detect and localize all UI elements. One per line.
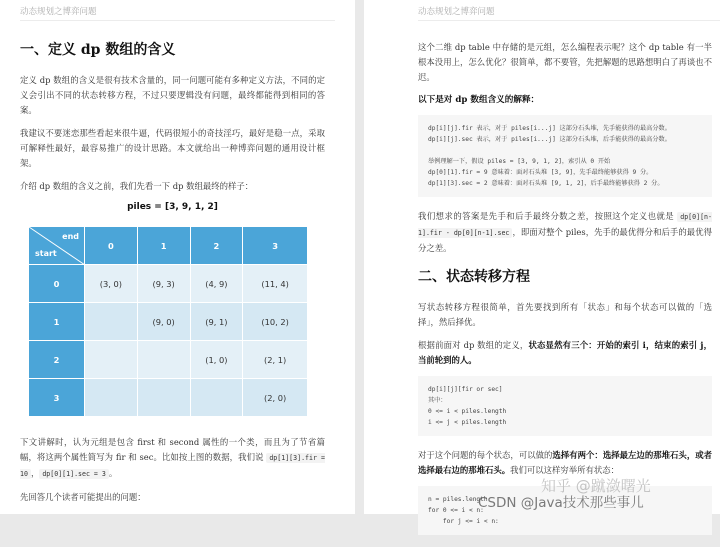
table-cell <box>85 379 138 417</box>
row-header: 1 <box>29 303 85 341</box>
row-header: 2 <box>29 341 85 379</box>
zhihu-watermark: 知乎 @蹴潋曙光 <box>541 477 651 495</box>
csdn-watermark: CSDN @Java技术那些事儿 <box>478 495 644 511</box>
col-header: 3 <box>243 227 308 265</box>
table-cell: (2, 0) <box>243 379 308 417</box>
paragraph-answer <box>418 209 712 256</box>
table-row <box>29 265 308 303</box>
table-cell: (4, 9) <box>190 265 243 303</box>
table-row <box>29 303 308 341</box>
paragraph: 先回答几个读者可能提出的问题： <box>20 492 146 502</box>
table-cell <box>85 341 138 379</box>
corner-start-label: start <box>35 249 57 258</box>
paragraph: 写状态转移方程很简单，首先要找到所有「状态」和每个状态可以做的「选择」，然后择优。 <box>418 302 712 327</box>
text-run: 我们可以这样穷举所有状态： <box>510 465 619 475</box>
text-run: 根据前面对 dp 数组的定义， <box>418 340 529 350</box>
bold-run: 选择有两个：选择最左边的那堆石头，或者选择最右边的那堆石头。 <box>418 450 713 475</box>
table-cell <box>190 379 243 417</box>
col-header: 0 <box>85 227 138 265</box>
left-page <box>0 0 355 514</box>
text-run: ，即面对整个 piles，先手的最优得分和后手的最优得分之差。 <box>418 227 712 253</box>
code-block-dp-meaning: dp[i][j].fir 表示，对于 piles[i...j] 这部分石头堆，先手能获得的最高分数。 dp[i][j].sec 表示，对于 piles[i...j] 这部分石头堆，后手能获得的最高分数。 举例理解一下，假设 piles = [3, 9, 1, 2]，索引从 0 开始 dp[0][1].fir = 9 意味着：面对石头堆 [3, 9]，先手最终能够获得 9 分。 dp[1][3].sec = 2 意味着：面对石头堆 [9, 1, 2]，后手最终能够获得 2 分。 <box>418 115 712 197</box>
text-run: 下文讲解时，认为元组是包含 first 和 second 属性的一个类，而且为了节省篇幅，将这两个属性简写为 fir 和 sec。比如按上图的数据，我们说 <box>20 437 325 462</box>
table-cell: (10, 2) <box>243 303 308 341</box>
header-rule <box>20 20 335 21</box>
text-run: 。 <box>108 468 118 478</box>
table-corner-cell <box>29 227 85 265</box>
running-head: 动态规划之博弈问题 <box>20 7 97 17</box>
dp-table <box>28 226 308 417</box>
dp-explanation-title: 以下是对 dp 数组含义的解释： <box>418 95 540 105</box>
right-page <box>364 0 720 525</box>
paragraph: 介绍 dp 数组的含义之前，我们先看一下 dp 数组最终的样子： <box>20 181 254 191</box>
table-row <box>29 379 308 417</box>
col-header: 1 <box>137 227 190 265</box>
row-header: 3 <box>29 379 85 417</box>
code-block-states: dp[i][j][fir or sec] 其中： 0 <= i < piles.length i <= j < piles.length <box>418 376 712 436</box>
col-header: 2 <box>190 227 243 265</box>
row-header: 0 <box>29 265 85 303</box>
table-cell <box>137 341 190 379</box>
right-content <box>418 40 712 547</box>
left-content <box>20 36 325 513</box>
paragraph-states <box>418 338 712 368</box>
table-cell: (9, 0) <box>137 303 190 341</box>
table-row <box>29 341 308 379</box>
section-heading-state-transition: 二、状态转移方程 <box>418 269 530 285</box>
table-cell <box>137 379 190 417</box>
code-block-enumerate: n = piles.length for 0 <= i < n: for j <= i < n: <box>418 486 712 535</box>
text-run: 对于这个问题的每个状态，可以做的 <box>418 450 553 460</box>
table-cell: (9, 3) <box>137 265 190 303</box>
paragraph: 定义 dp 数组的含义是很有技术含量的，同一问题可能有多种定义方法，不同的定义会引出不同的状态转移方程，不过只要逻辑没有问题，最终都能得到相同的答案。 <box>20 75 325 115</box>
table-cell: (11, 4) <box>243 265 308 303</box>
paragraph-choices <box>418 448 712 478</box>
table-cell: (3, 0) <box>85 265 138 303</box>
inline-code: dp[1][3].fir = 10 <box>20 454 325 478</box>
paragraph-tuple-notation <box>20 435 325 482</box>
table-cell <box>85 303 138 341</box>
piles-formula: piles = [3, 9, 1, 2] <box>127 202 218 212</box>
running-head: 动态规划之博弈问题 <box>418 7 495 17</box>
paragraph: 这个二维 dp table 中存储的是元组，怎么编程表示呢？这个 dp table 有一半根本没用上，怎么优化？很简单，都不要管，先把解题的思路想明白了再谈也不迟。 <box>418 42 712 82</box>
section-heading-dp-definition: 一、定义 dp 数组的含义 <box>20 42 176 58</box>
paragraph: 我建议不要迷恋那些看起来很牛逼，代码很短小的奇技淫巧，最好是稳一点，采取可解释性最好，最容易推广的设计思路。本文就给出一种博弈问题的通用设计框架。 <box>20 128 325 168</box>
table-cell: (1, 0) <box>190 341 243 379</box>
table-cell: (2, 1) <box>243 341 308 379</box>
header-rule <box>418 20 720 21</box>
corner-end-label: end <box>62 232 79 241</box>
inline-code: dp[0][n-1].fir - dp[0][n-1].sec <box>418 213 712 237</box>
bold-run: 状态显然有三个：开始的索引 i，结束的索引 j，当前轮到的人。 <box>418 340 713 365</box>
text-run: 我们想求的答案是先手和后手最终分数之差，按照这个定义也就是 <box>418 211 675 221</box>
text-run: ， <box>30 468 40 478</box>
inline-code: dp[0][1].sec = 3 <box>39 469 109 479</box>
table-cell: (9, 1) <box>190 303 243 341</box>
